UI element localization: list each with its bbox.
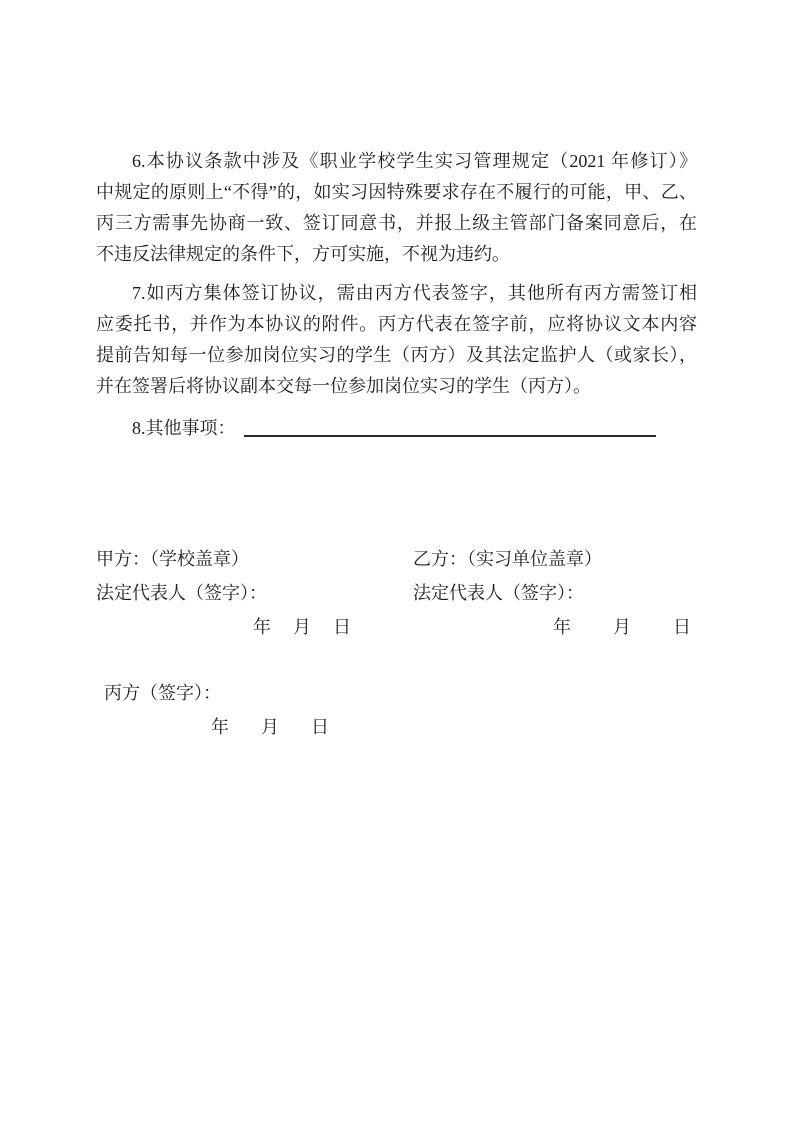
clause-6-line-1: 6.本协议条款中涉及《职业学校学生实习管理规定（2021 年修订）》 bbox=[132, 151, 697, 171]
party-a-representative-label: 法定代表人（签字）： bbox=[96, 583, 267, 603]
clause-8 bbox=[96, 413, 697, 444]
party-b-date-line bbox=[413, 610, 697, 644]
month-label: 月 bbox=[613, 617, 631, 637]
clause-7-line-4: 并在签署后将协议副本交每一位参加岗位实习的学生（丙方）。 bbox=[96, 376, 591, 396]
day-label: 日 bbox=[673, 617, 691, 637]
year-label: 年 bbox=[211, 717, 229, 737]
clause-7-line-3: 提前告知每一位参加岗位实习的学生（丙方）及其法定监护人（或家长）， bbox=[96, 345, 697, 365]
day-label: 日 bbox=[333, 617, 351, 637]
month-label: 月 bbox=[293, 617, 311, 637]
party-a-date-line bbox=[96, 610, 413, 644]
clause-6 bbox=[96, 146, 697, 270]
party-b-signature bbox=[413, 542, 697, 644]
other-matters-blank-line bbox=[244, 413, 656, 437]
party-a-signature bbox=[96, 542, 413, 644]
party-c-title: 丙方（签字）： bbox=[104, 683, 221, 703]
other-matters-label: 8.其他事项： bbox=[132, 418, 236, 438]
clause-7-line-2: 应委托书，并作为本协议的附件。丙方代表在签字前，应将协议文本内容 bbox=[96, 314, 697, 334]
party-c-date-line bbox=[96, 710, 496, 744]
body-text bbox=[96, 146, 697, 444]
party-b-title: 乙方：（实习单位盖章） bbox=[413, 549, 602, 569]
clause-7 bbox=[96, 278, 697, 402]
clause-6-line-2: 中规定的原则上“不得”的，如实习因特殊要求存在不履行的可能，甲、乙、 bbox=[96, 182, 697, 202]
year-label: 年 bbox=[553, 617, 571, 637]
month-label: 月 bbox=[261, 717, 279, 737]
clause-6-line-3: 丙三方需事先协商一致、签订同意书，并报上级主管部门备案同意后，在 bbox=[96, 213, 697, 233]
party-a-title: 甲方：（学校盖章） bbox=[96, 549, 249, 569]
party-c-signature bbox=[96, 676, 496, 744]
signature-block bbox=[96, 542, 697, 644]
clause-6-line-4: 不违反法律规定的条件下，方可实施，不视为违约。 bbox=[96, 244, 510, 264]
year-label: 年 bbox=[253, 617, 271, 637]
clause-7-line-1: 7.如丙方集体签订协议，需由丙方代表签字，其他所有丙方需签订相 bbox=[132, 283, 697, 303]
day-label: 日 bbox=[311, 717, 329, 737]
party-b-representative-label: 法定代表人（签字）： bbox=[413, 583, 584, 603]
